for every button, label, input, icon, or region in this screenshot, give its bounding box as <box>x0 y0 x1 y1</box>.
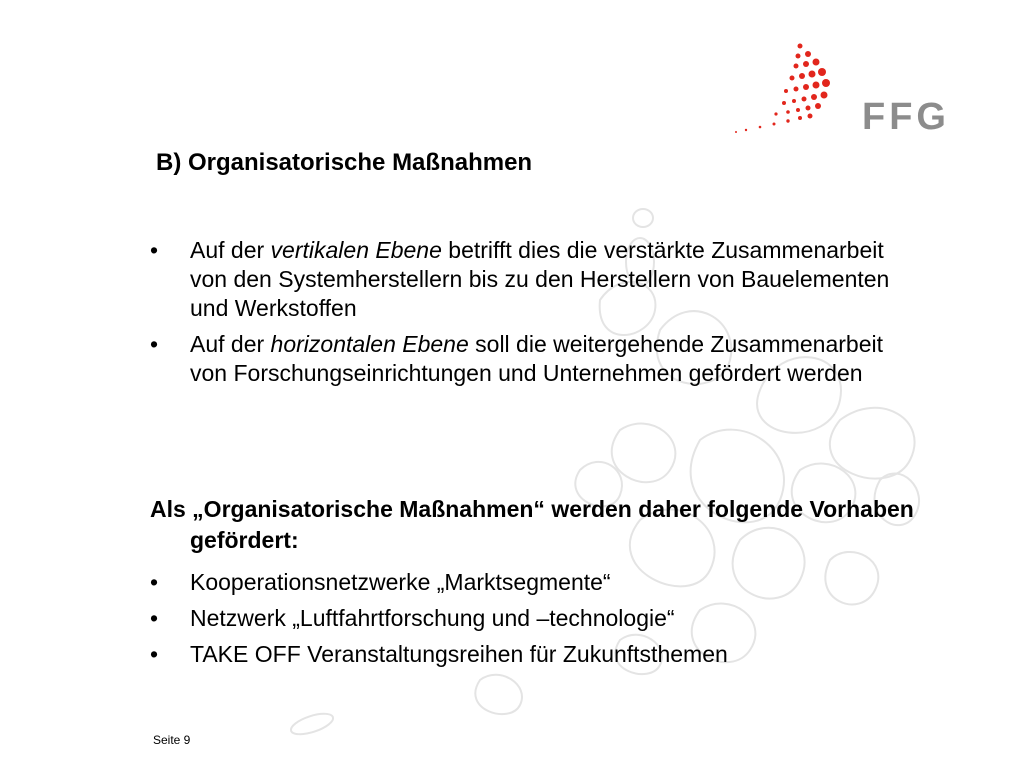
bullet-list-projects <box>150 568 910 676</box>
page-number: Seite 9 <box>153 733 191 747</box>
list-item: • Auf der horizontalen Ebene soll die weitergehende Zusammenarbeit von Forschungseinrichtungen und Unternehmen gefördert werden <box>150 331 883 386</box>
emphasis-text: vertikalen Ebene <box>270 237 442 263</box>
list-item: • Auf der vertikalen Ebene betrifft dies die verstärkte Zusammenarbeit von den Systemherstellern bis zu den Herstellern von Bauelementen und Werkstoffen <box>150 237 890 321</box>
ffg-logo-text: FFG <box>862 96 950 138</box>
list-item: • Kooperationsnetzwerke „Marktsegmente“ <box>150 569 611 595</box>
lead-paragraph: Als „Organisatorische Maßnahmen“ werden daher folgende Vorhaben gefördert: <box>150 496 914 553</box>
bullet-icon: • <box>150 641 159 667</box>
bullet-icon: • <box>150 237 159 263</box>
emphasis-text: horizontalen Ebene <box>270 331 469 357</box>
bullet-list-levels <box>150 236 910 395</box>
bullet-icon: • <box>150 331 159 357</box>
section-heading: B) Organisatorische Maßnahmen <box>156 149 533 176</box>
list-item: • Netzwerk „Luftfahrtforschung und –technologie“ <box>150 605 675 631</box>
list-item: • TAKE OFF Veranstaltungsreihen für Zukunftsthemen <box>150 641 728 667</box>
bullet-icon: • <box>150 569 159 595</box>
bullet-icon: • <box>150 605 159 631</box>
ffg-dots-logo-icon <box>728 40 858 140</box>
